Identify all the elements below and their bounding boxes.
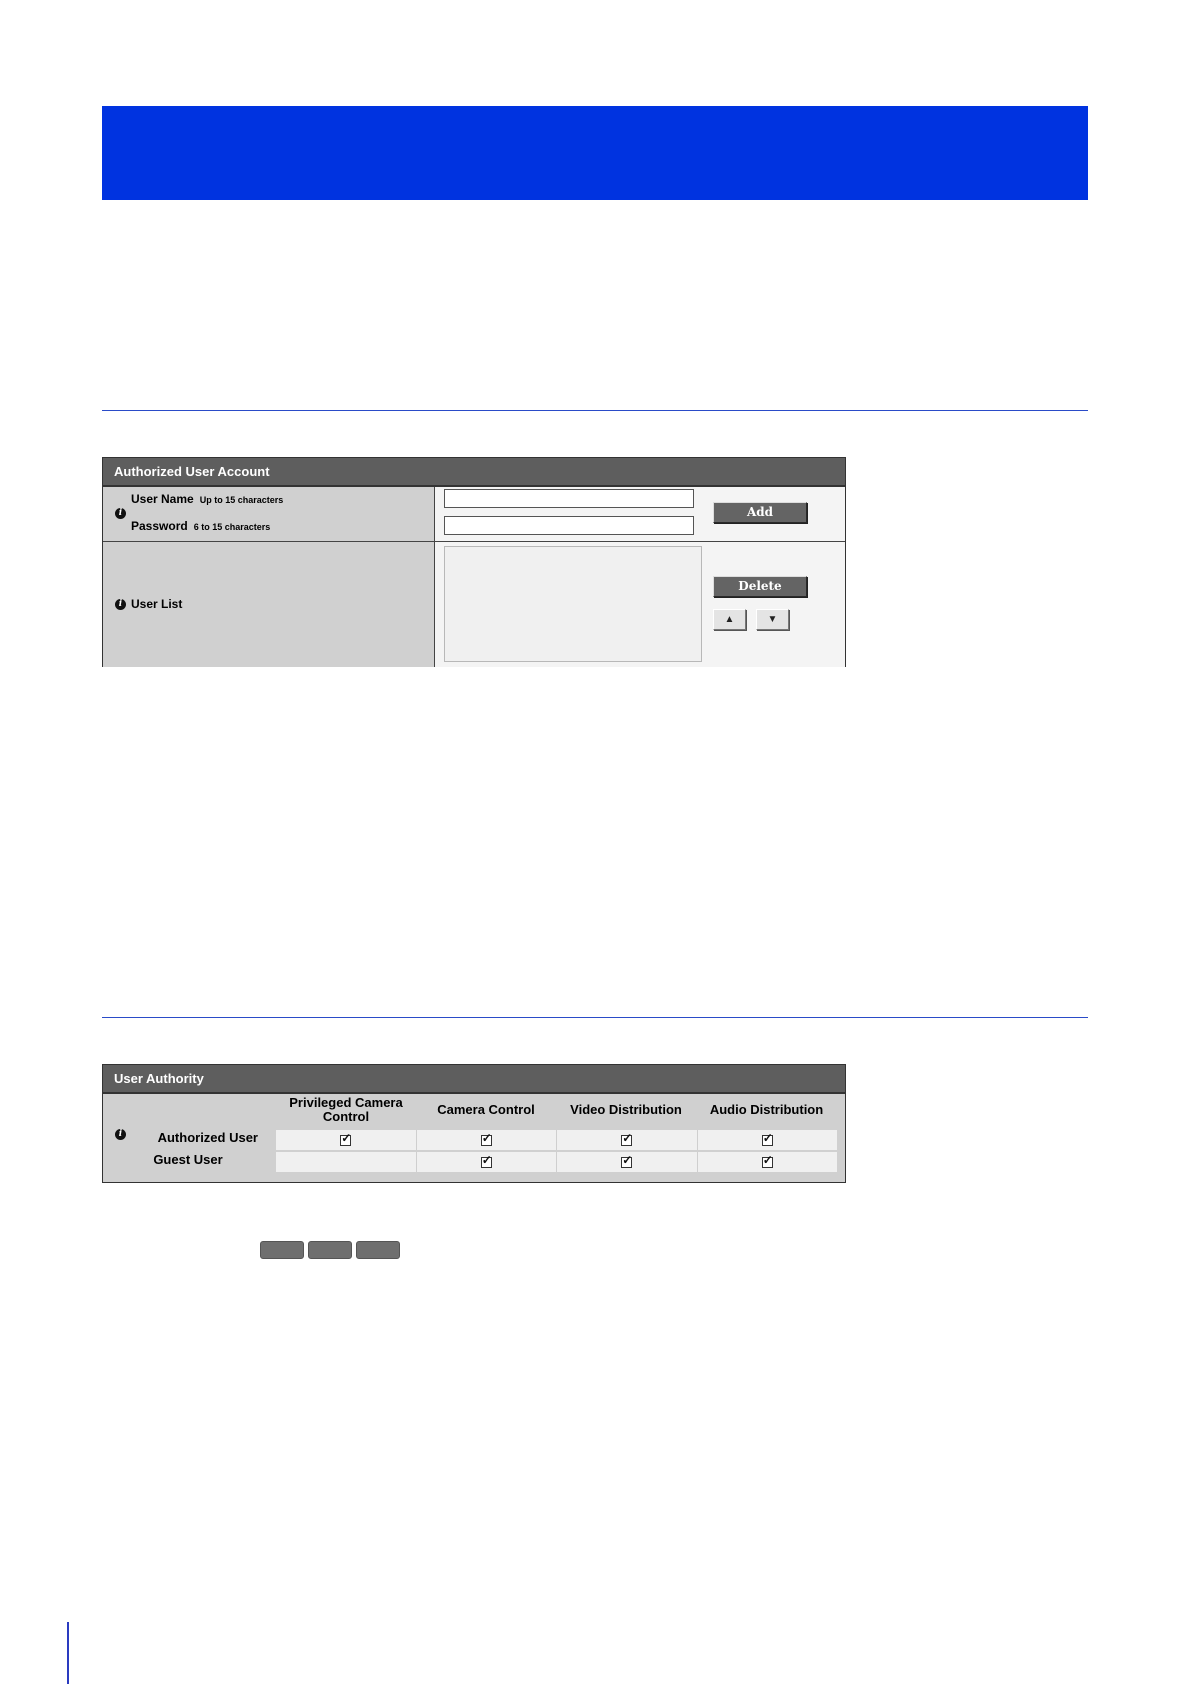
credentials-row xyxy=(103,487,845,542)
move-up-button[interactable] xyxy=(713,609,746,630)
permission-checkbox[interactable] xyxy=(762,1130,773,1146)
authority-cell xyxy=(557,1130,698,1150)
authority-cell xyxy=(417,1130,558,1150)
move-down-button[interactable] xyxy=(756,609,789,630)
authority-cell xyxy=(557,1152,698,1172)
permission-checkbox[interactable] xyxy=(621,1152,633,1168)
panel-title: Authorized User Account xyxy=(103,458,845,487)
column-header-audio-distribution: Audio Distribution xyxy=(709,1102,824,1117)
nav-button-2[interactable] xyxy=(308,1241,352,1259)
authorized-user-account-panel xyxy=(102,457,846,667)
info-icon[interactable]: i xyxy=(115,508,126,519)
password-hint: 6 to 15 characters xyxy=(193,522,271,532)
column-header-video-distribution: Video Distribution xyxy=(570,1102,682,1117)
permission-checkbox[interactable] xyxy=(481,1152,492,1168)
delete-button[interactable]: Delete xyxy=(713,576,807,597)
authority-cell xyxy=(417,1152,558,1172)
page-edge-bar xyxy=(67,1622,69,1684)
section-divider xyxy=(102,410,1088,411)
authority-table xyxy=(103,1094,845,1182)
password-input[interactable] xyxy=(444,516,694,535)
checkmark-icon: ✓ xyxy=(481,1130,492,1145)
info-icon[interactable]: i xyxy=(115,1129,126,1140)
checkmark-icon: ✓ xyxy=(622,1130,633,1145)
credentials-value-cell xyxy=(435,487,845,541)
info-icon[interactable]: i xyxy=(115,599,126,610)
permission-checkbox[interactable] xyxy=(762,1152,773,1168)
row-label-authorized-user: Authorized User xyxy=(157,1130,258,1145)
section-divider xyxy=(102,1017,1088,1018)
permission-checkbox[interactable] xyxy=(481,1130,492,1146)
authority-cell xyxy=(276,1130,417,1150)
checkmark-icon: ✓ xyxy=(762,1130,773,1145)
authority-cell xyxy=(276,1152,417,1172)
user-list-label-cell xyxy=(103,542,435,667)
user-name-label: User Name Up to 15 characters xyxy=(131,492,284,506)
authority-row-guest-user xyxy=(276,1152,837,1172)
column-header-camera-control: Camera Control xyxy=(437,1102,535,1117)
row-label-guest-user: Guest User xyxy=(153,1152,223,1167)
authority-row-authorized-user xyxy=(276,1130,837,1150)
triangle-down-icon: ▼ xyxy=(767,614,778,625)
credentials-label-cell xyxy=(103,487,435,541)
user-name-input[interactable] xyxy=(444,489,694,508)
password-label: Password 6 to 15 characters xyxy=(131,519,271,533)
triangle-up-icon: ▲ xyxy=(724,614,735,625)
nav-button-3[interactable] xyxy=(356,1241,400,1259)
page-banner xyxy=(102,106,1088,200)
user-list-row xyxy=(103,542,845,667)
checkmark-icon: ✓ xyxy=(341,1130,352,1145)
user-list-label: User List xyxy=(131,597,183,611)
authority-cell xyxy=(698,1130,838,1150)
user-list-value-cell xyxy=(435,542,845,667)
permission-checkbox[interactable] xyxy=(340,1130,352,1146)
add-button[interactable]: Add xyxy=(713,502,807,523)
permission-checkbox[interactable] xyxy=(621,1130,633,1146)
user-list-box[interactable] xyxy=(444,546,702,662)
checkmark-icon: ✓ xyxy=(622,1152,633,1167)
nav-button-1[interactable] xyxy=(260,1241,304,1259)
user-authority-panel xyxy=(102,1064,846,1183)
user-name-hint: Up to 15 characters xyxy=(199,495,284,505)
column-header-privileged-camera-control: Privileged Camera Control xyxy=(289,1095,403,1124)
panel-title: User Authority xyxy=(103,1065,845,1094)
checkmark-icon: ✓ xyxy=(481,1152,492,1167)
checkmark-icon: ✓ xyxy=(762,1152,773,1167)
authority-cell xyxy=(698,1152,838,1172)
